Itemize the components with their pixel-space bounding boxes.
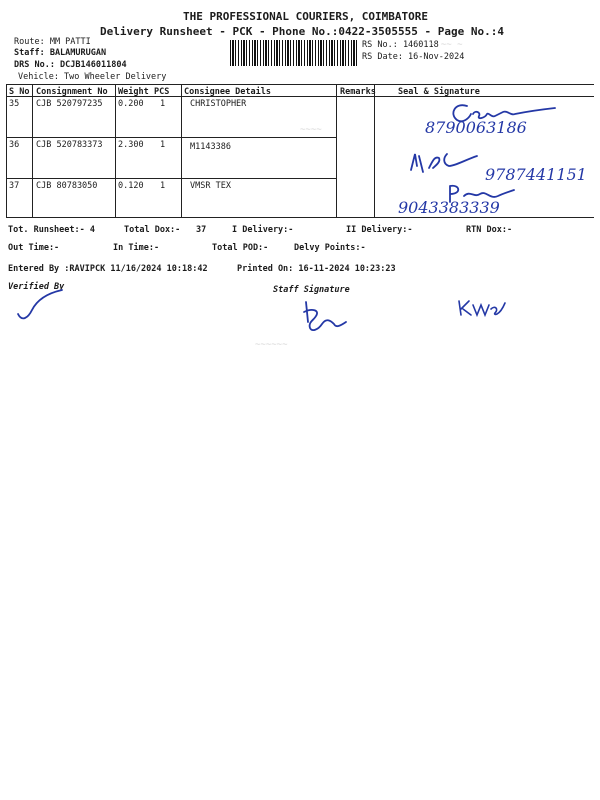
- row-pcs: 1: [160, 140, 166, 150]
- row-consignment: CJB 80783050: [36, 181, 98, 191]
- handwritten-phone: 9787441151: [485, 165, 587, 184]
- col-header-consignee: Consignee Details: [184, 87, 271, 97]
- table-border: [32, 84, 33, 218]
- handwritten-phone: 9043383339: [398, 198, 500, 217]
- verified-tick-icon: [14, 288, 74, 322]
- tot-runsheet: Tot. Runsheet:- 4: [8, 225, 95, 235]
- table-border: [6, 178, 336, 179]
- row-sno: 35: [9, 99, 20, 109]
- barcode: [230, 40, 358, 66]
- staff-signature: [300, 298, 360, 336]
- staff-signature-label: Staff Signature: [273, 285, 350, 295]
- col-header-weight: Weight: [118, 87, 149, 97]
- total-dox: Total Dox:-: [124, 225, 181, 235]
- total-pod: Total POD:-: [212, 243, 269, 253]
- row-sno: 36: [9, 140, 20, 150]
- rtn-dox: RTN Dox:-: [466, 225, 513, 235]
- total-dox-value: 37: [196, 225, 207, 235]
- row-consignee: CHRISTOPHER: [190, 99, 247, 109]
- table-border: [181, 84, 182, 218]
- row-consignment: CJB 520783373: [36, 140, 103, 150]
- drs-number: DRS No.: DCJB146011804: [14, 60, 127, 70]
- table-border: [6, 84, 594, 85]
- verified-by-label: Verified By: [8, 282, 65, 292]
- row-consignment: CJB 520797235: [36, 99, 103, 109]
- initials-signature: [455, 295, 515, 321]
- handwritten-phone: 8790063186: [425, 118, 527, 137]
- ii-delivery: II Delivery:-: [346, 225, 413, 235]
- row-weight: 0.120: [118, 181, 144, 191]
- table-border: [6, 217, 594, 218]
- row-weight: 0.200: [118, 99, 144, 109]
- entered-by: Entered By :RAVIPCK 11/16/2024 10:18:42: [8, 264, 208, 274]
- i-delivery: I Delivery:-: [232, 225, 294, 235]
- printed-on: Printed On: 16-11-2024 10:23:23: [237, 264, 396, 274]
- col-header-seal-signature: Seal & Signature: [398, 87, 480, 97]
- table-border: [115, 84, 116, 218]
- table-border: [374, 84, 375, 218]
- rs-number: RS No.: 1460118: [362, 40, 439, 50]
- row-consignee: VMSR TEX: [190, 181, 231, 191]
- col-header-remarks: Remarks: [340, 87, 376, 97]
- in-time: In Time:-: [113, 243, 160, 253]
- staff: Staff: BALAMURUGAN: [14, 48, 107, 58]
- route: Route: MM PATTI: [14, 37, 91, 47]
- vehicle: Vehicle: Two Wheeler Delivery: [18, 72, 167, 82]
- row-pcs: 1: [160, 99, 166, 109]
- col-header-consignment: Consignment No: [36, 87, 108, 97]
- table-border: [6, 137, 336, 138]
- table-border: [336, 84, 337, 218]
- rs-date: RS Date: 16-Nov-2024: [362, 52, 465, 62]
- table-border: [6, 84, 7, 218]
- row-consignee: M1143386: [190, 142, 231, 152]
- row-pcs: 1: [160, 181, 166, 191]
- delvy-points: Delvy Points:-: [294, 243, 366, 253]
- out-time: Out Time:-: [8, 243, 60, 253]
- ghost-text: ~~~~: [300, 125, 322, 135]
- ghost-text: ~ ~~ ~: [430, 40, 463, 50]
- runsheet-title: Delivery Runsheet - PCK - Phone No.:0422-3505555 - Page No.:4: [100, 25, 504, 38]
- row-sno: 37: [9, 181, 20, 191]
- row-weight: 2.300: [118, 140, 144, 150]
- company-name: THE PROFESSIONAL COURIERS, COIMBATORE: [183, 10, 429, 23]
- ghost-text: ~~~~~~: [255, 340, 288, 350]
- col-header-sno: S No: [9, 87, 30, 97]
- col-header-pcs: PCS: [154, 87, 170, 97]
